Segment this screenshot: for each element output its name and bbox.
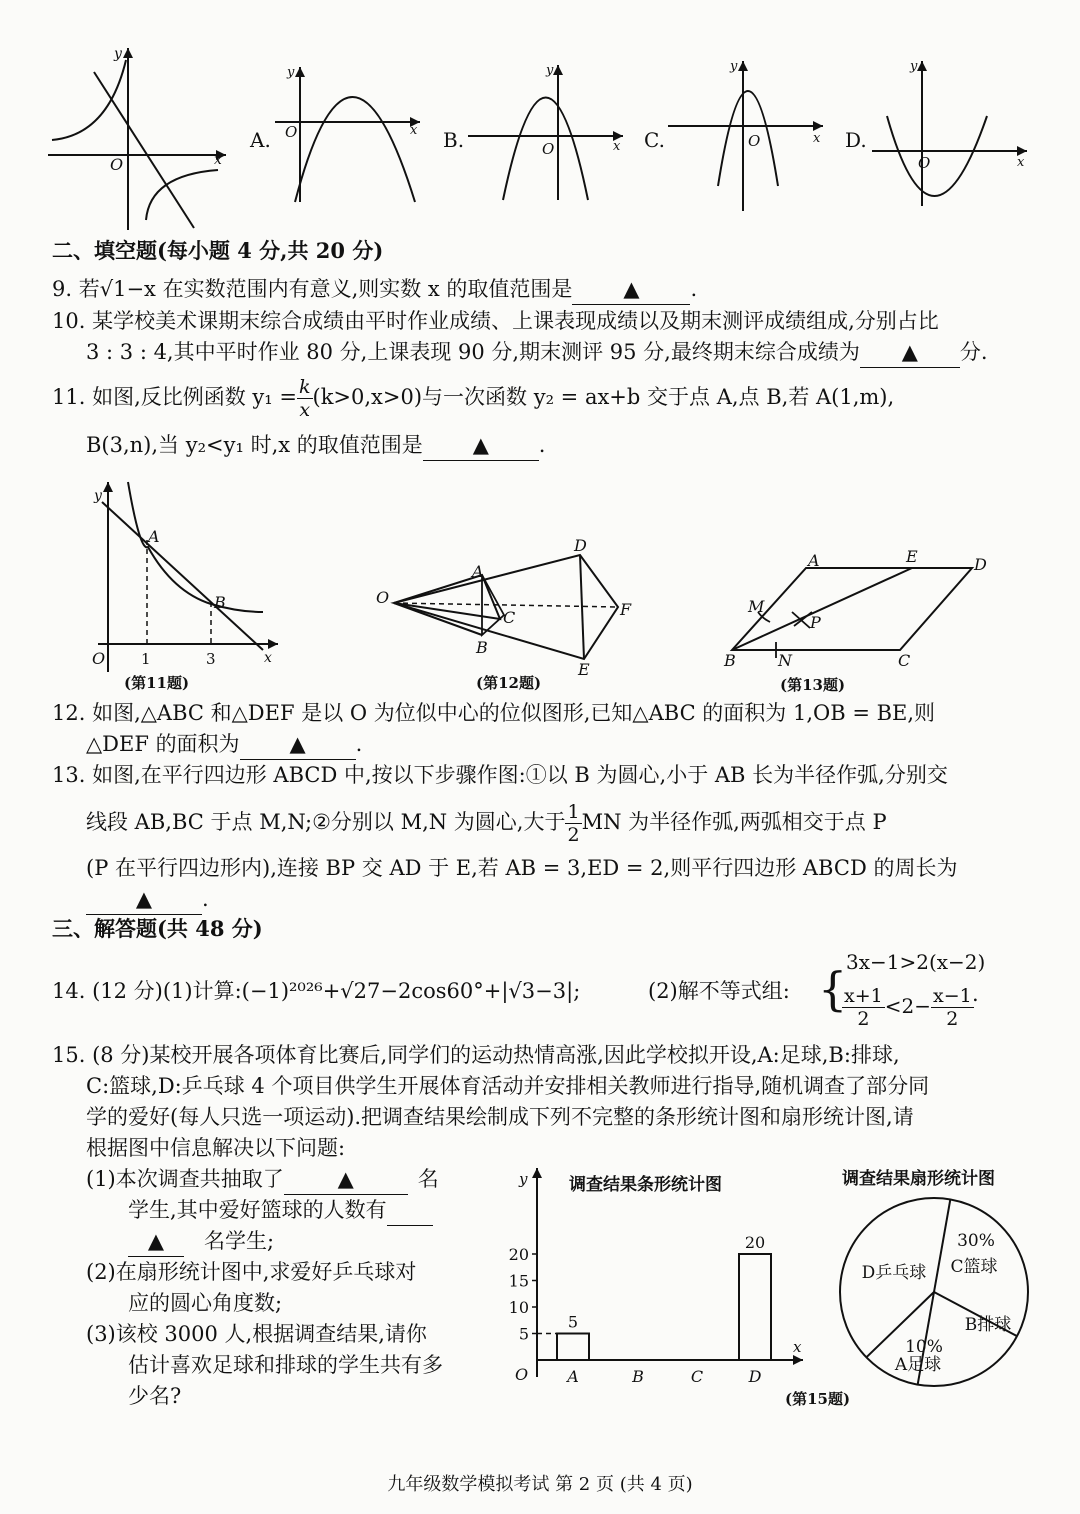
bar-A xyxy=(557,1334,589,1361)
option-b-graph xyxy=(468,60,628,210)
q15-part3-line2: 估计喜欢足球和排球的学生共有多 xyxy=(128,1353,443,1377)
option-a-label: A. xyxy=(250,128,271,152)
bar-chart xyxy=(505,1162,851,1412)
option-d-graph xyxy=(872,56,1032,216)
svg-text:A: A xyxy=(808,551,820,570)
svg-text:N: N xyxy=(778,651,792,670)
question-11-line2: B(3,n),当 y₂<y₁ 时,x 的取值范围是 ▲ . xyxy=(86,430,545,461)
figure-12 xyxy=(372,535,632,695)
option-a-graph xyxy=(275,62,425,212)
bar-category-C: C xyxy=(690,1367,704,1386)
svg-text:O: O xyxy=(110,155,124,174)
svg-text:x: x xyxy=(613,139,621,154)
svg-text:D: D xyxy=(574,536,587,555)
question-10-line2: 3 : 3 : 4,其中平时作业 80 分,上课表现 90 分,期末测评 95 分,最终期末综合成绩为 ▲ 分. xyxy=(86,337,988,368)
option-d-label: D. xyxy=(845,128,867,152)
svg-text:C: C xyxy=(503,608,516,627)
section2-heading: 二、填空题(每小题 4 分,共 20 分) xyxy=(52,238,384,263)
option-c-label: C. xyxy=(644,128,665,152)
svg-text:O: O xyxy=(92,649,106,668)
bar-x-label: x xyxy=(793,1338,802,1356)
svg-text:M: M xyxy=(748,597,765,616)
svg-text:O: O xyxy=(376,588,390,607)
svg-text:E: E xyxy=(578,660,590,679)
q15-part3-line1: (3)该校 3000 人,根据调查结果,请你 xyxy=(86,1322,427,1346)
question-9: 9. 若√1−x 在实数范围内有意义,则实数 x 的取值范围是 ▲ . xyxy=(52,274,697,305)
svg-text:C: C xyxy=(898,651,911,670)
bar-category-A: A xyxy=(567,1367,579,1386)
question-13-line4: ▲ . xyxy=(86,884,209,915)
question-15-line1: 15. (8 分)某校开展各项体育比赛后,同学们的运动热情高涨,因此学校拟开设,A:足球,B:排球, xyxy=(52,1043,900,1067)
q15-caption: (第15题) xyxy=(785,1390,851,1408)
q15-part1-line1: (1)本次调查共抽取了 ▲ 名 xyxy=(86,1164,439,1195)
bar-y-tick-label: 5 xyxy=(518,1324,529,1344)
svg-text:A: A xyxy=(472,562,484,581)
svg-text:(第13题): (第13题) xyxy=(780,676,846,694)
bar-y-tick-label: 10 xyxy=(508,1298,529,1317)
question-12-line1: 12. 如图,△ABC 和△DEF 是以 O 为位似中心的位似图形,已知△ABC 的面积为 1,OB = BE,则 xyxy=(52,701,936,725)
bar-chart-title: 调查结果条形统计图 xyxy=(569,1175,722,1195)
svg-text:x: x xyxy=(813,131,821,146)
question-15-line4: 根据图中信息解决以下问题: xyxy=(86,1136,346,1160)
bar-origin: O xyxy=(515,1365,529,1384)
svg-text:3: 3 xyxy=(206,650,216,668)
figure-11 xyxy=(88,472,288,692)
svg-text:y: y xyxy=(546,63,554,78)
pie-slice-0-edge xyxy=(934,1199,950,1292)
svg-text:B: B xyxy=(724,651,736,670)
pie-chart xyxy=(838,1192,1038,1392)
svg-text:x: x xyxy=(214,152,222,168)
bar-category-B: B xyxy=(632,1367,644,1386)
page-footer: 九年级数学模拟考试 第 2 页 (共 4 页) xyxy=(387,1474,693,1495)
svg-text:O: O xyxy=(918,154,931,172)
question-14-part1: 14. (12 分)(1)计算:(−1)²⁰²⁶+√27−2cos60°+|√3−3|; xyxy=(52,979,581,1003)
question-11-line1: 11. 如图,反比例函数 y₁ = $\frac{k}{x}$ (k>0,x>0)与一次函数 y₂ = ax+b 交于点 A,点 B,若 A(1,m), xyxy=(52,376,895,421)
question-13-line2: 线段 AB,BC 于点 M,N;②分别以 M,N 为圆心,大于 $\frac{1}{2}$ MN 为半径作弧,两弧相交于点 P xyxy=(86,801,887,846)
svg-text:A: A xyxy=(148,527,160,546)
pie-slice-label-2: A足球 xyxy=(894,1355,942,1375)
inequality-1: 3x−1>2(x−2) xyxy=(846,950,986,974)
question-13-line3: (P 在平行四边形内),连接 BP 交 AD 于 E,若 AB = 3,ED = 2,则平行四边形 ABCD 的周长为 xyxy=(86,856,958,880)
svg-text:P: P xyxy=(810,613,821,632)
figure-13 xyxy=(722,540,1002,700)
question-10-line1: 10. 某学校美术课期末综合成绩由平时作业成绩、上课表现成绩以及期末测评成绩组成,分别占比 xyxy=(52,309,939,333)
pie-slice-label-1: B排球 xyxy=(964,1315,1012,1335)
q15-part2-line1: (2)在扇形统计图中,求爱好乒乓球对 xyxy=(86,1260,417,1284)
question-15-line2: C:篮球,D:乒乓球 4 个项目供学生开展体育活动并安排相关教师进行指导,随机调查了部分同 xyxy=(86,1074,930,1098)
svg-text:x: x xyxy=(1017,155,1025,170)
pie-slice-label-3: D乒乓球 xyxy=(861,1263,927,1283)
q15-part1-line2: 学生,其中爱好篮球的人数有 xyxy=(128,1195,433,1226)
svg-text:B: B xyxy=(476,638,488,657)
svg-text:B: B xyxy=(214,593,226,612)
svg-text:y: y xyxy=(287,65,295,80)
svg-text:1: 1 xyxy=(141,650,151,668)
question-12-line2: △DEF 的面积为 ▲ . xyxy=(86,729,362,760)
top-graph-original xyxy=(48,40,228,230)
bar-category-D: D xyxy=(748,1367,762,1386)
pie-slice-label-0: C篮球 xyxy=(950,1257,998,1277)
svg-text:O: O xyxy=(748,132,761,150)
question-15-line3: 学的爱好(每人只选一项运动).把调查结果绘制成下列不完整的条形统计图和扇形统计图,请 xyxy=(86,1105,914,1129)
question-13-line1: 13. 如图,在平行四边形 ABCD 中,按以下步骤作图:①以 B 为圆心,小于 AB 长为半径作弧,分别交 xyxy=(52,763,948,787)
option-c-graph xyxy=(668,56,828,216)
bar-y-tick-label: 15 xyxy=(508,1271,529,1291)
q15-part3-line3: 少名? xyxy=(128,1384,182,1408)
question-14-end: . xyxy=(972,982,979,1006)
q15-part2-line2: 应的圆心角度数; xyxy=(128,1291,283,1315)
svg-text:O: O xyxy=(542,140,555,158)
bar-value-A: 5 xyxy=(567,1312,579,1332)
svg-text:E: E xyxy=(906,547,918,566)
section3-heading: 三、解答题(共 48 分) xyxy=(52,916,263,941)
svg-text:x: x xyxy=(410,123,418,138)
svg-text:(第12题): (第12题) xyxy=(476,674,542,692)
svg-text:y: y xyxy=(94,488,102,504)
q15-part1-line3: ▲ 名学生; xyxy=(128,1226,274,1257)
svg-text:x: x xyxy=(264,650,272,666)
svg-text:O: O xyxy=(285,123,298,141)
svg-text:y: y xyxy=(114,46,122,62)
inequality-2: $\frac{x+1}{2}$ <2− $\frac{x-1}{2}$ xyxy=(844,985,972,1030)
bar-y-label: y xyxy=(519,1170,528,1188)
svg-text:D: D xyxy=(974,555,987,574)
svg-text:y: y xyxy=(910,59,918,74)
svg-text:(第11题): (第11题) xyxy=(124,674,190,692)
pie-chart-title: 调查结果扇形统计图 xyxy=(842,1169,995,1189)
svg-text:F: F xyxy=(620,600,632,619)
pie-slice-percent-0: 30% xyxy=(957,1231,995,1251)
svg-text:y: y xyxy=(730,59,738,74)
bar-D xyxy=(739,1254,771,1360)
bar-value-D: 20 xyxy=(744,1233,766,1252)
question-14-part2: (2)解不等式组: xyxy=(648,979,790,1003)
pie-slice-percent-2: 10% xyxy=(905,1337,943,1357)
bar-y-tick-label: 20 xyxy=(508,1245,529,1264)
system-brace: { xyxy=(818,962,848,1016)
option-b-label: B. xyxy=(443,128,465,152)
